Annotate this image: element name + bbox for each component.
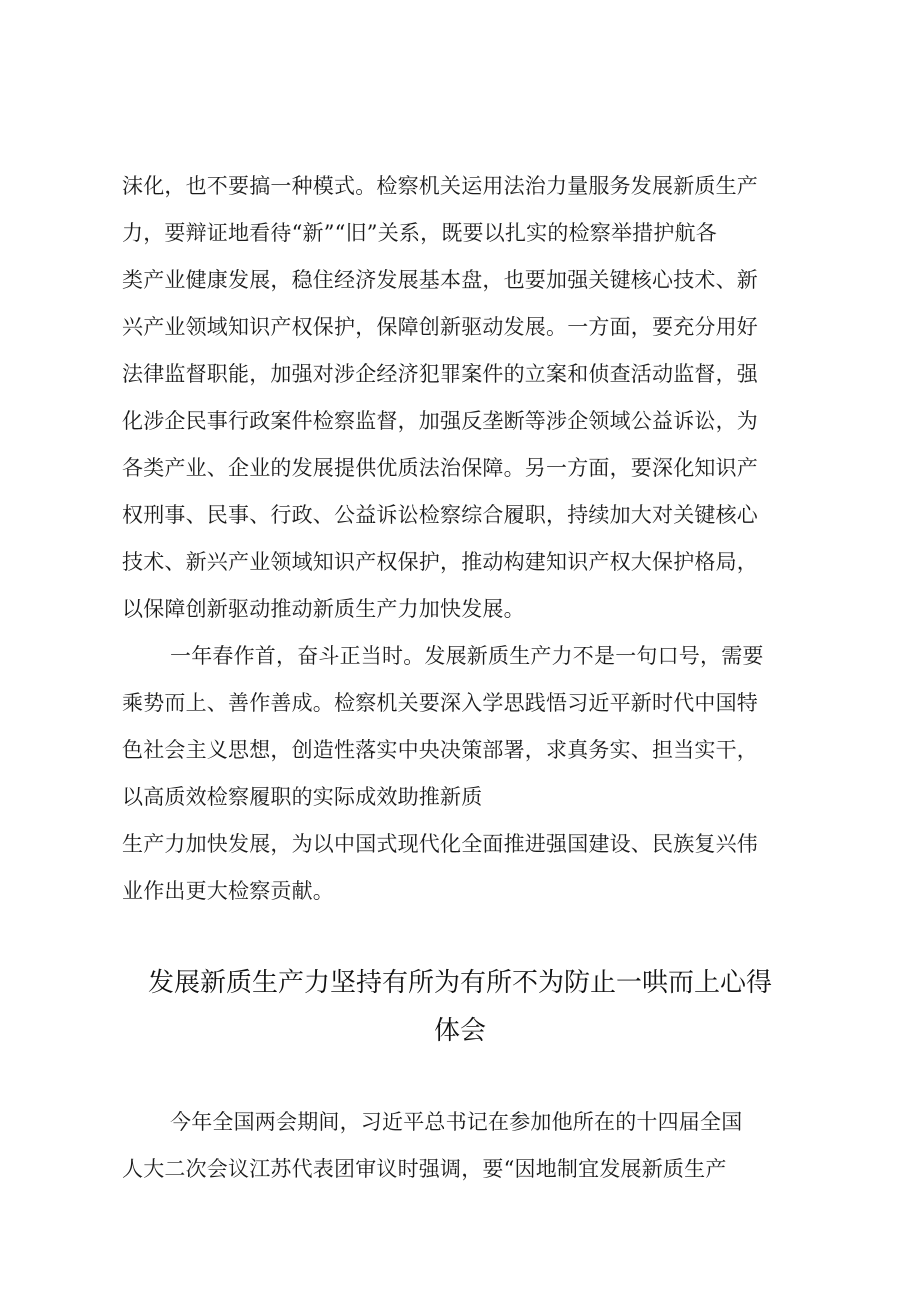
paragraph-line: 业作出更大检察贡献。	[122, 879, 334, 903]
heading-line: 发展新质生产力坚持有所为有所不为防止一哄而上心得	[147, 968, 772, 998]
paragraph-line: 法律监督职能，加强对涉企经济犯罪案件的立案和侦查活动监督，强	[122, 362, 758, 386]
paragraph-line: 以保障创新驱动推动新质生产力加快发展。	[122, 597, 525, 621]
paragraph-line: 一年春作首，奋斗正当时。发展新质生产力不是一句口号，需要	[170, 644, 764, 668]
paragraph-line: 以高质效检察履职的实际成效助推新质	[122, 785, 483, 809]
paragraph-line: 乘势而上、善作善成。检察机关要深入学思践悟习近平新时代中国特	[122, 691, 758, 715]
paragraph-line: 色社会主义思想，创造性落实中央决策部署，求真务实、担当实干，	[122, 738, 758, 762]
paragraph-line: 权刑事、民事、行政、公益诉讼检察综合履职，持续加大对关键核心	[122, 503, 758, 527]
paragraph-line: 力，要辩证地看待“新”“旧”关系，既要以扎实的检察举措护航各	[122, 221, 717, 245]
paragraph-line: 沫化，也不要搞一种模式。检察机关运用法治力量服务发展新质生产	[122, 174, 758, 198]
paragraph-line: 生产力加快发展，为以中国式现代化全面推进强国建设、民族复兴伟	[122, 832, 758, 856]
paragraph-line: 化涉企民事行政案件检察监督，加强反垄断等涉企领域公益诉讼，为	[122, 409, 758, 433]
paragraph-line: 人大二次会议江苏代表团审议时强调，要“因地制宜发展新质生产	[122, 1157, 727, 1181]
paragraph-line: 技术、新兴产业领域知识产权保护，推动构建知识产权大保护格局，	[122, 550, 758, 574]
paragraph-line: 各类产业、企业的发展提供优质法治保障。另一方面，要深化知识产	[122, 456, 758, 480]
heading-line: 体会	[433, 1016, 486, 1046]
paragraph-line: 类产业健康发展，稳住经济发展基本盘，也要加强关键核心技术、新	[122, 268, 758, 292]
paragraph-line: 兴产业领域知识产权保护，保障创新驱动发展。一方面，要充分用好	[122, 315, 758, 339]
paragraph-line: 今年全国两会期间，习近平总书记在参加他所在的十四届全国	[170, 1110, 743, 1134]
